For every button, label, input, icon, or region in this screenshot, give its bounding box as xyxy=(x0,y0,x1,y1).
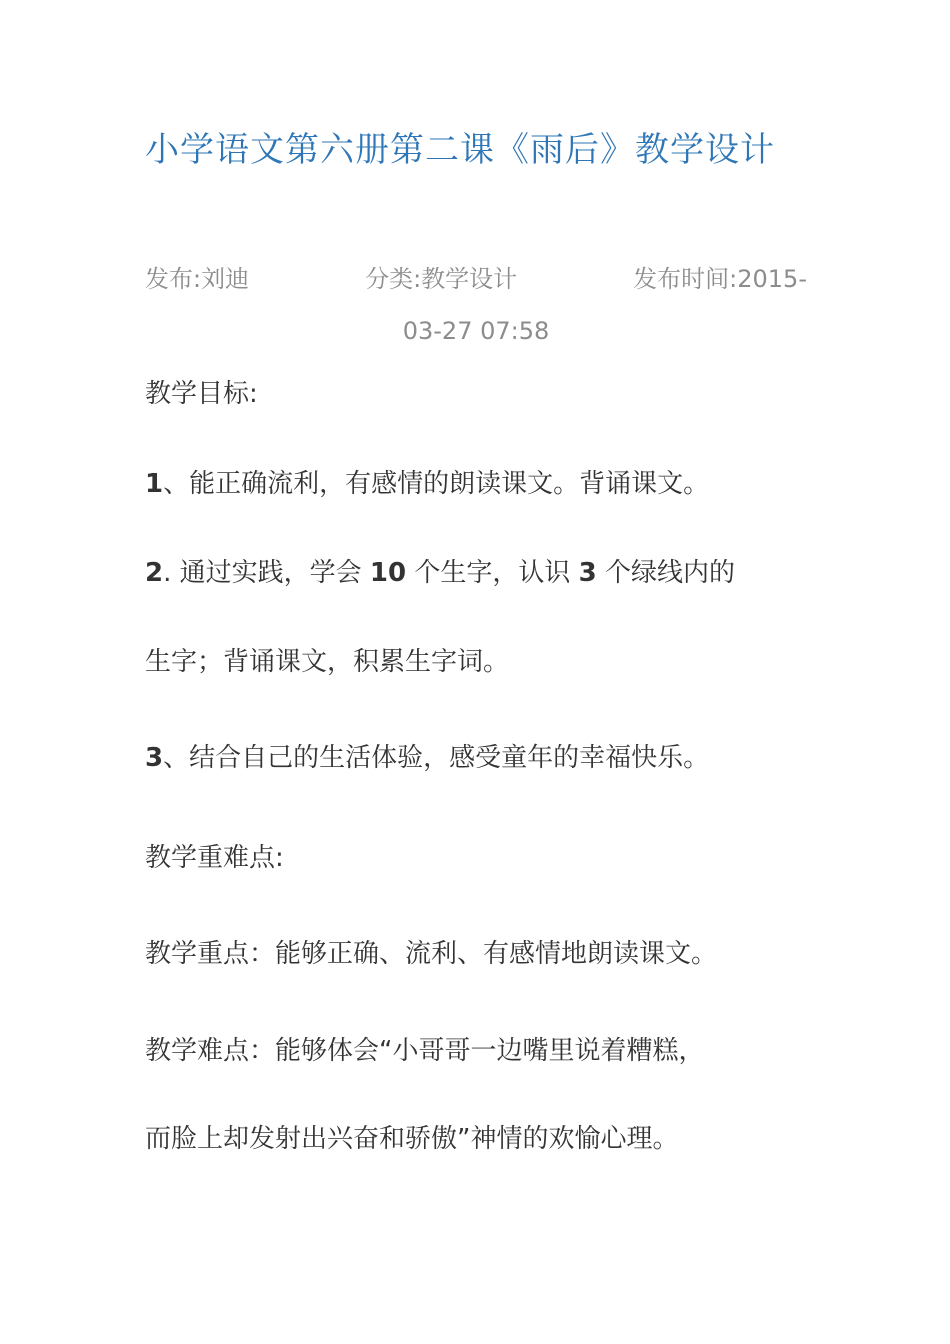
publish-time-value-part1: 2015- xyxy=(737,265,807,293)
teaching-keypoint: 教学重点：能够正确、流利、有感情地朗读课文。 xyxy=(145,939,718,969)
teaching-difficulty-line2: 而脸上却发射出兴奋和骄傲”神情的欢愉心理。 xyxy=(145,1124,679,1154)
goal-3-text: 、结合自己的生活体验，感受童年的幸福快乐。 xyxy=(163,743,710,773)
publish-time-label: 发布时间: xyxy=(633,265,738,293)
goal-2-text-c: 个绿线内的 xyxy=(596,558,735,588)
goal-item-2-line1 xyxy=(145,551,807,595)
category-label: 分类: xyxy=(365,265,422,293)
author-name: 刘迪 xyxy=(201,265,250,293)
teaching-difficulty-line1: 教学难点：能够体会“小哥哥一边嘴里说着糟糕， xyxy=(145,1036,705,1066)
article-title: 小学语文第六册第二课《雨后》教学设计 xyxy=(145,130,775,170)
goal-2-count-known: 3 xyxy=(578,558,597,588)
keypoints-heading: 教学重难点: xyxy=(145,843,284,873)
goal-2-text-b: 个生字，认识 xyxy=(406,558,579,588)
publish-time-value-part2: 03-27 07:58 xyxy=(402,317,550,345)
goals-heading: 教学目标: xyxy=(145,379,258,409)
publish-time-meta xyxy=(633,253,807,305)
goal-item-3 xyxy=(145,736,807,780)
goal-2-count-chars: 10 xyxy=(369,558,407,588)
category-meta xyxy=(365,253,517,305)
goal-item-1 xyxy=(145,462,807,506)
goal-2-number: 2 xyxy=(145,558,164,588)
author-label: 发布: xyxy=(145,265,202,293)
goal-1-text: 、能正确流利，有感情的朗读课文。背诵课文。 xyxy=(163,469,710,499)
goal-3-number: 3 xyxy=(145,743,164,773)
author-meta xyxy=(145,253,249,305)
article-meta xyxy=(145,253,807,357)
goal-2-text-a: . 通过实践，学会 xyxy=(163,558,370,588)
category-name: 教学设计 xyxy=(421,265,518,293)
goal-item-2-line2: 生字；背诵课文，积累生字词。 xyxy=(145,647,510,677)
meta-line xyxy=(145,253,807,305)
goal-1-number: 1 xyxy=(145,469,164,499)
